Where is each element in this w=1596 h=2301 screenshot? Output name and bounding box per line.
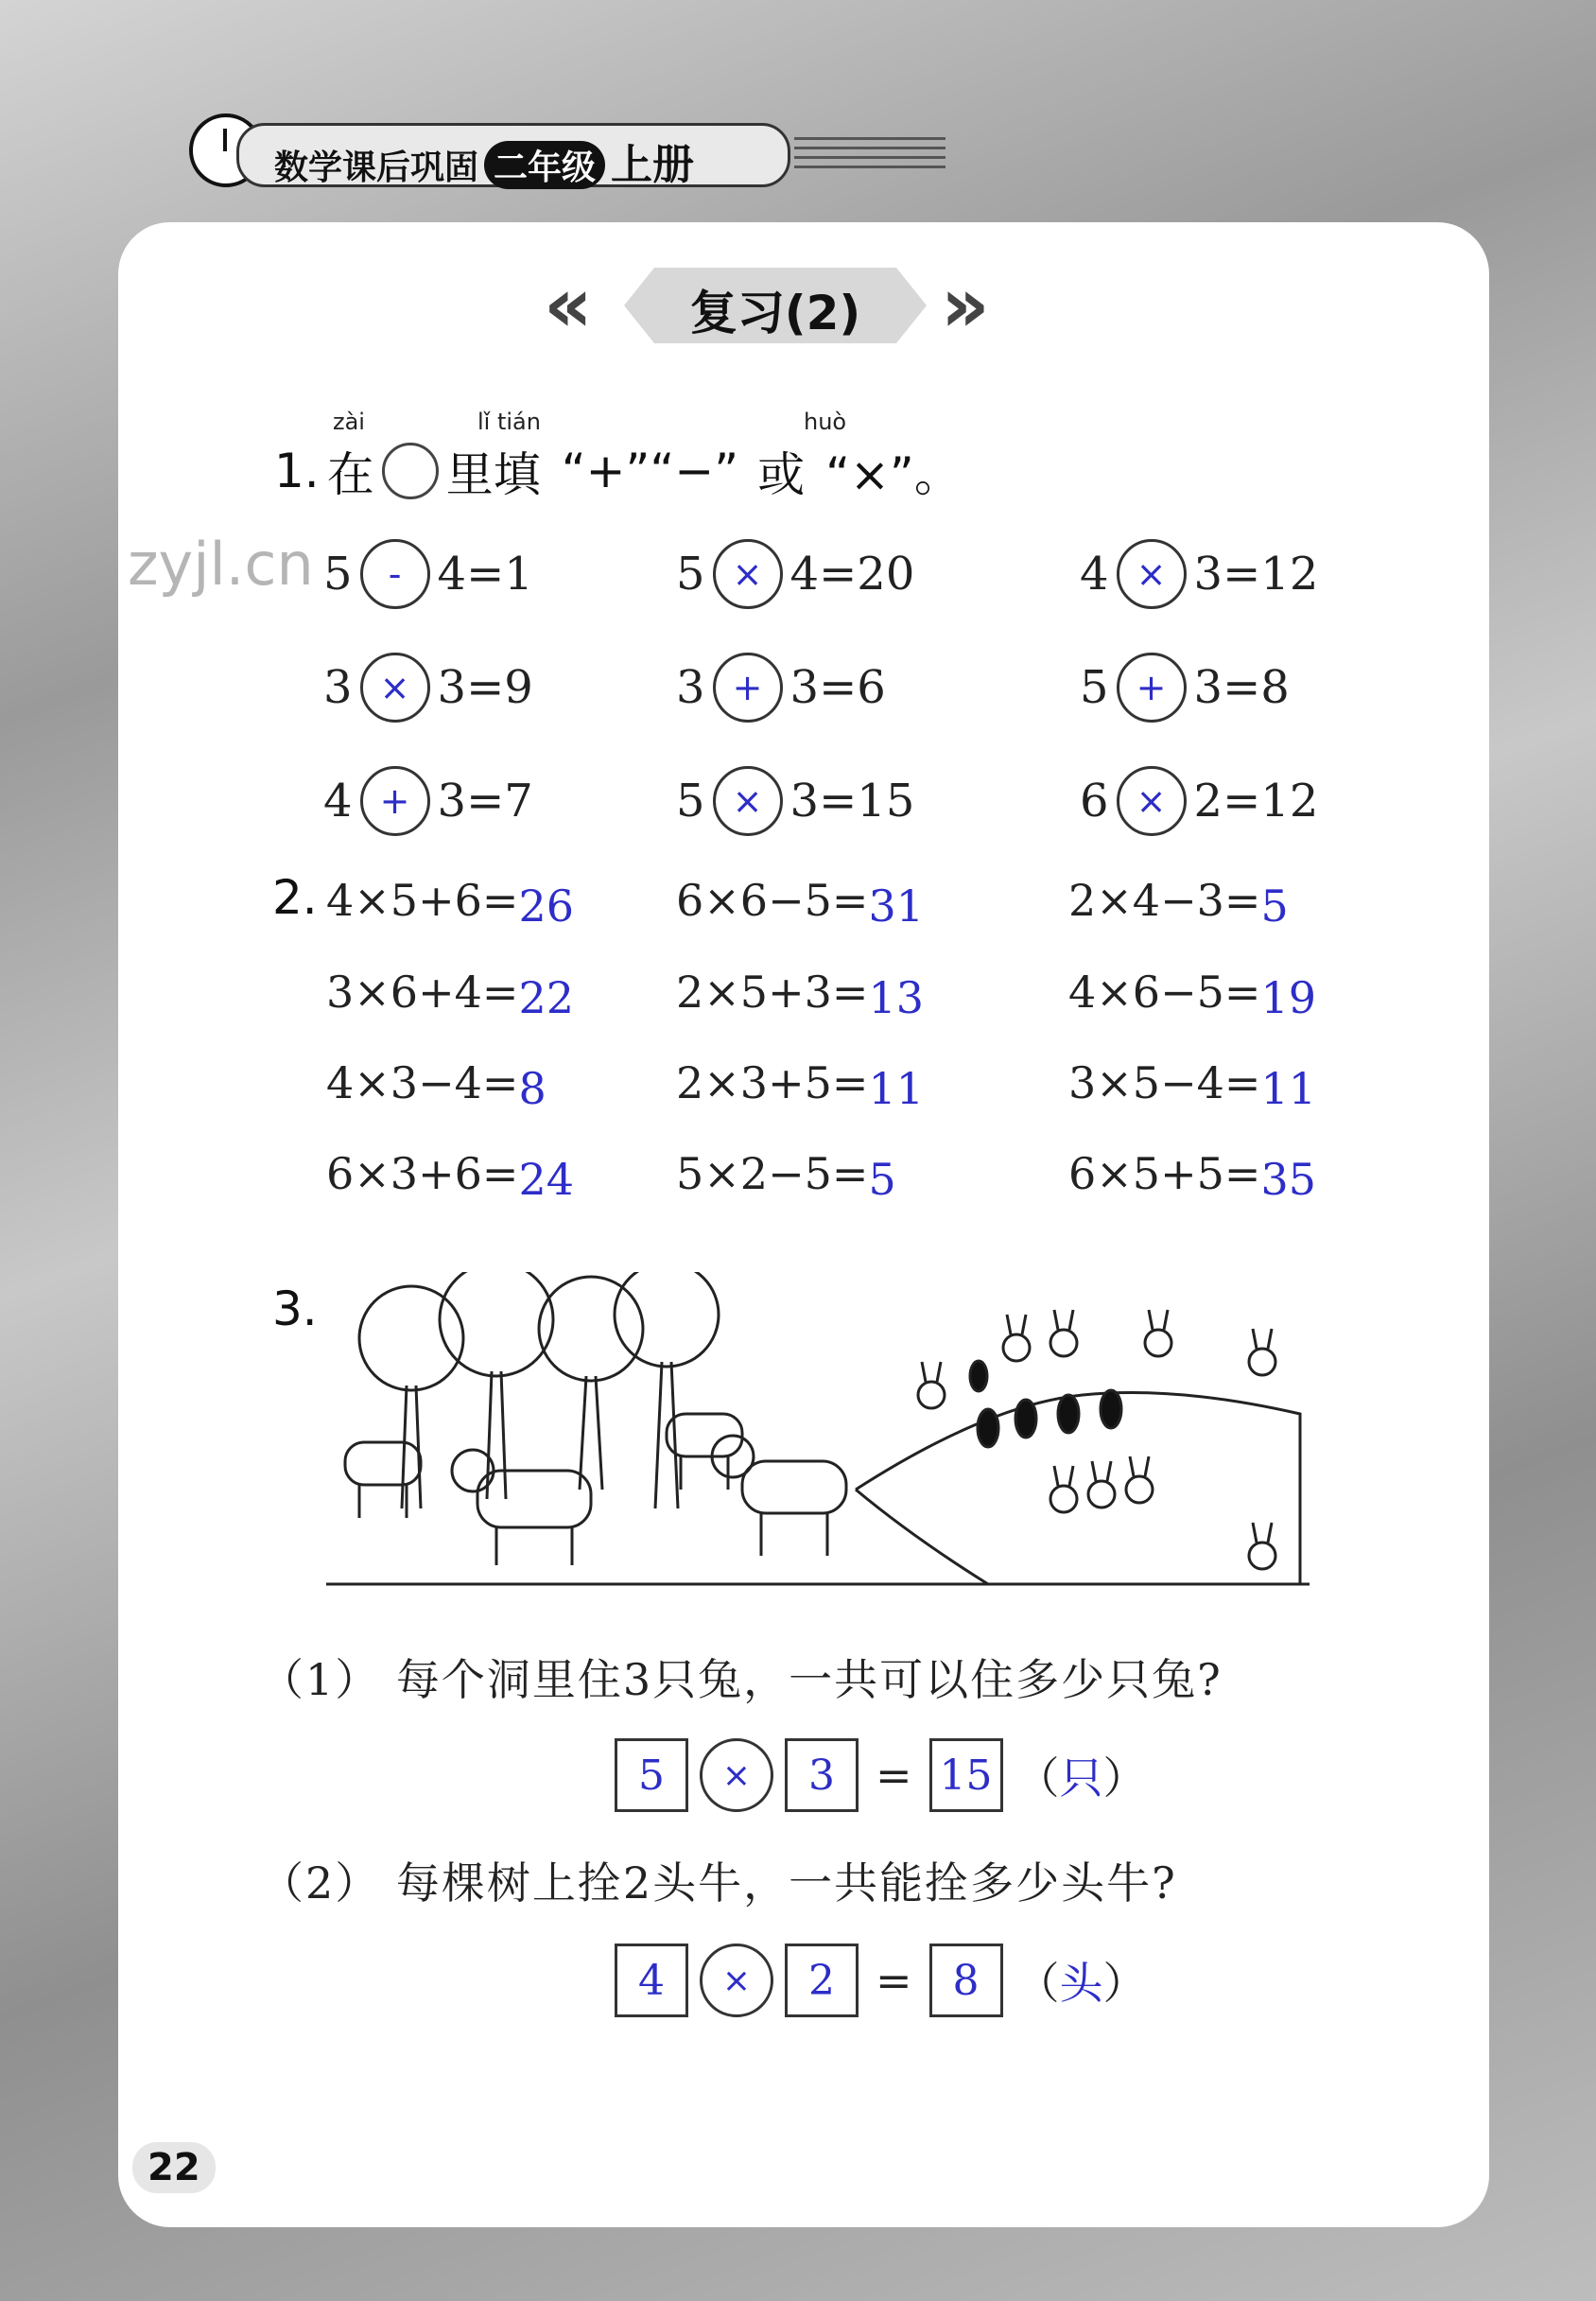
operator-circle[interactable]: × <box>700 1738 773 1812</box>
q3-sub2-question: （2） 每棵树上拴2头牛，一共能拴多少头牛? <box>260 1857 1177 1909</box>
operator-answer-circle[interactable]: × <box>1117 766 1187 836</box>
book-title-text: 数学课后巩固 <box>274 148 479 187</box>
tree-icon <box>615 1272 719 1508</box>
answer[interactable]: 8 <box>518 1063 546 1114</box>
q1-number: 1. <box>274 444 320 498</box>
answer[interactable]: 11 <box>1260 1063 1316 1114</box>
q2-number: 2. <box>272 870 318 925</box>
q1-item <box>1080 653 1290 723</box>
section-title: 复习(2) <box>689 286 861 340</box>
answer[interactable]: 22 <box>518 972 574 1023</box>
q3-sub1-question: （1） 每个洞里住3只兔，一共可以住多少只兔? <box>260 1654 1223 1705</box>
equation-rest: 3=9 <box>437 661 533 714</box>
q1-instruction <box>274 437 962 505</box>
expression: 2×4−3= <box>1068 875 1261 926</box>
expression: 6×3+6= <box>326 1148 519 1199</box>
expression: 5×2−5= <box>676 1148 869 1199</box>
answer[interactable]: 19 <box>1260 972 1316 1023</box>
equation-rest: 3=12 <box>1193 548 1319 601</box>
equals-sign: = <box>876 1750 912 1801</box>
q2-item <box>676 1057 924 1114</box>
q2-item <box>1068 967 1316 1023</box>
illustration-trees-cattle-rabbits <box>326 1272 1310 1594</box>
operand: 5 <box>1080 661 1109 714</box>
q1-text-a: 在 <box>326 447 374 502</box>
pinyin-litian: lǐ tián <box>477 409 541 435</box>
rabbit-icon <box>1126 1456 1153 1503</box>
answer[interactable]: 5 <box>868 1154 896 1205</box>
q1-item <box>676 653 886 723</box>
q2-item <box>326 875 574 932</box>
operator-answer-circle[interactable]: + <box>713 653 783 723</box>
rabbit-icon <box>1249 1329 1275 1375</box>
expression: 6×6−5= <box>676 875 869 926</box>
operand: 6 <box>1080 775 1109 828</box>
expression: 3×5−4= <box>1068 1057 1261 1108</box>
expression: 4×6−5= <box>1068 967 1261 1018</box>
unit-answer[interactable]: 头 <box>1059 1958 1103 2009</box>
q2-item <box>676 967 924 1023</box>
equation-rest: 4=20 <box>789 548 915 601</box>
answer[interactable]: 35 <box>1260 1154 1316 1205</box>
operator-circle[interactable]: × <box>700 1944 773 2017</box>
rabbit-icon <box>1050 1466 1077 1512</box>
operand: 5 <box>676 775 705 828</box>
q2-item <box>326 967 574 1023</box>
operand: 4 <box>1080 548 1109 601</box>
q1-item <box>676 539 914 609</box>
q2-item <box>676 1148 896 1205</box>
expression: 2×5+3= <box>676 967 869 1018</box>
cattle-icon <box>452 1450 591 1565</box>
book-title <box>274 131 694 191</box>
paren-close: ） <box>1102 1752 1147 1804</box>
q1-item <box>1080 539 1318 609</box>
rabbit-icon <box>1249 1523 1275 1569</box>
q1-text-c: “+”“−” <box>561 444 739 498</box>
q2-item <box>326 1057 546 1114</box>
q2-item <box>1068 1057 1316 1114</box>
operator-answer-circle[interactable]: + <box>1117 653 1187 723</box>
rabbit-icon <box>918 1362 945 1408</box>
expression: 3×6+4= <box>326 967 519 1018</box>
operator-answer-circle[interactable]: + <box>360 766 430 836</box>
cattle-icon <box>345 1442 421 1518</box>
answer[interactable]: 5 <box>1260 880 1289 932</box>
equation-rest: 3=15 <box>789 775 915 828</box>
q2-item <box>1068 1148 1316 1205</box>
operand: 5 <box>323 548 353 601</box>
tree-icon <box>539 1277 643 1490</box>
q1-item <box>1080 766 1318 836</box>
result-box[interactable]: 15 <box>929 1738 1003 1812</box>
tree-icon <box>359 1286 463 1508</box>
answer-box[interactable]: 3 <box>785 1738 859 1812</box>
operand: 3 <box>323 661 353 714</box>
empty-circle-icon <box>382 443 439 499</box>
rabbit-icon <box>1003 1315 1030 1361</box>
q1-item <box>323 653 533 723</box>
equation-rest: 2=12 <box>1193 775 1319 828</box>
expression: 4×3−4= <box>326 1057 519 1108</box>
q2-item <box>1068 875 1289 932</box>
left-chevron-icon: « <box>544 261 593 349</box>
expression: 6×5+5= <box>1068 1148 1261 1199</box>
section-title-banner <box>534 261 1016 349</box>
rabbit-icon <box>1145 1310 1171 1356</box>
pinyin-huo: huò <box>804 409 847 435</box>
paren-close: ） <box>1102 1958 1147 2009</box>
operand: 4 <box>323 775 353 828</box>
equation-rest: 3=6 <box>789 661 886 714</box>
pinyin-zai: zài <box>333 409 365 435</box>
operator-answer-circle[interactable]: × <box>360 653 430 723</box>
q1-item <box>323 766 533 836</box>
q3-sub1-equation <box>615 1738 1147 1812</box>
equals-sign: = <box>876 1955 912 2006</box>
equation-rest: 3=8 <box>1193 661 1290 714</box>
equation-rest: 4=1 <box>437 548 533 601</box>
q2-item <box>676 875 924 932</box>
answer-box[interactable]: 4 <box>615 1944 688 2017</box>
answer-box[interactable]: 5 <box>615 1738 688 1812</box>
operator-answer-circle[interactable]: × <box>713 539 783 609</box>
unit-parentheses <box>1016 1744 1147 1806</box>
paren-open: （ <box>1015 1958 1060 2009</box>
rabbit-icon <box>1088 1461 1115 1508</box>
q3-sub2-equation <box>615 1944 1147 2017</box>
q1-text-d: 或 <box>757 447 806 502</box>
q1-item <box>323 539 533 609</box>
q3-number: 3. <box>272 1281 318 1336</box>
answer[interactable]: 26 <box>518 880 574 932</box>
q2-item <box>326 1148 574 1205</box>
unit-parentheses <box>1016 1949 1147 2012</box>
answer[interactable]: 11 <box>868 1063 924 1114</box>
q1-text-e: “×”。 <box>825 447 962 502</box>
operator-answer-circle[interactable]: × <box>713 766 783 836</box>
result-box[interactable]: 8 <box>929 1944 1003 2017</box>
answer[interactable]: 24 <box>518 1154 574 1205</box>
page-number: 22 <box>132 2142 216 2193</box>
rabbit-icon <box>1050 1310 1077 1356</box>
equation-rest: 3=7 <box>437 775 533 828</box>
q1-item <box>676 766 914 836</box>
right-chevron-icon: » <box>941 261 990 349</box>
answer[interactable]: 13 <box>868 972 924 1023</box>
operator-answer-circle[interactable]: × <box>1117 539 1187 609</box>
expression: 2×3+5= <box>676 1057 869 1108</box>
answer-box[interactable]: 2 <box>785 1944 859 2017</box>
expression: 4×5+6= <box>326 875 519 926</box>
answer[interactable]: 31 <box>868 880 924 932</box>
operator-answer-circle[interactable]: - <box>360 539 430 609</box>
tree-icon <box>440 1272 553 1499</box>
unit-answer[interactable]: 只 <box>1059 1752 1103 1804</box>
operand: 3 <box>676 661 705 714</box>
q1-text-b: 里填 <box>445 447 541 502</box>
operand: 5 <box>676 548 705 601</box>
watermark: zyjl.cn <box>128 530 314 599</box>
header-decoration-lines <box>794 137 945 175</box>
rabbit-holes <box>970 1361 1121 1447</box>
volume-label: 上册 <box>611 141 695 189</box>
paren-open: （ <box>1015 1752 1060 1804</box>
grade-badge: 二年级 <box>484 141 605 189</box>
content-panel <box>118 222 1489 2227</box>
